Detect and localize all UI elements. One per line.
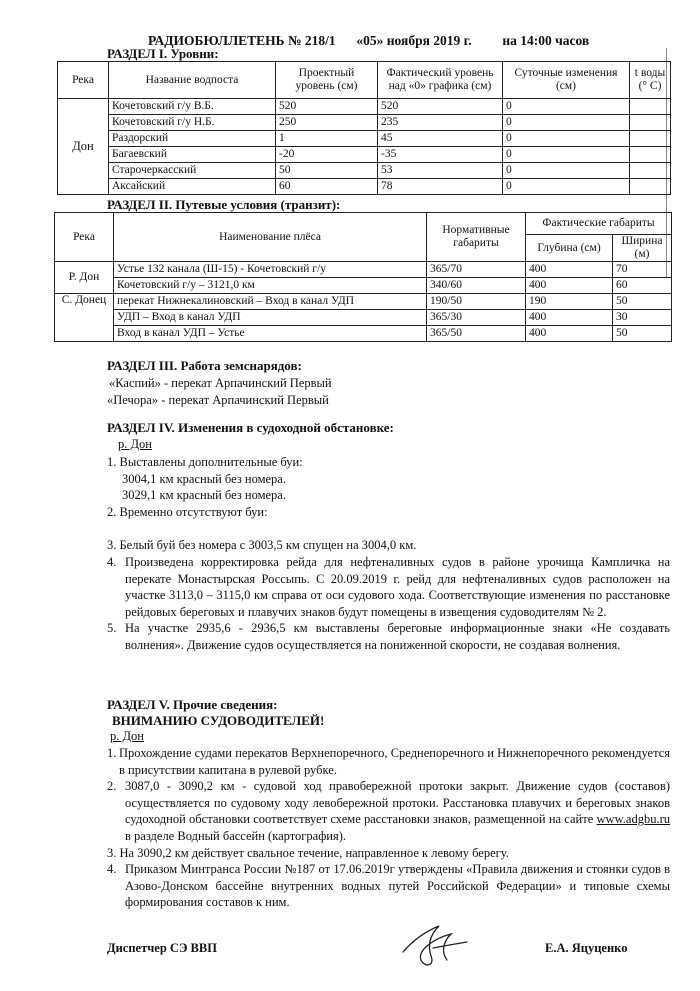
item-text: Приказом Минтранса России №187 от 17.06.2019г утверждены «Правила движения и стоянки судов в Азово-Донском бассейне внутренних водных путей Российской Федерации» и типовые схемы формирования составов к ним. [125, 862, 670, 910]
post-name: Кочетовский г/у Н.Б. [109, 115, 276, 131]
item-text-part: 3087,0 - 3090,2 км - судовой ход правобережной протоки закрыт. Движение судов (составов) осуществляется по судовому ходу левобережной протоки. Расстановка плавучих и береговых знаков судоходной обстановки соответствует схеме расстановки знаков, размещенной на сайте [125, 779, 670, 827]
signature-icon [395, 920, 475, 970]
depth: 400 [526, 278, 613, 294]
daily-change: 0 [503, 179, 630, 195]
daily-change: 0 [503, 131, 630, 147]
item-number: 1. [107, 746, 117, 760]
site-link[interactable]: www.adgbu.ru [596, 812, 670, 827]
fact-level: 235 [378, 115, 503, 131]
post-name: Старочеркасский [109, 163, 276, 179]
signer-name: Е.А. Яцуценко [545, 941, 628, 955]
water-temp [630, 115, 671, 131]
list-item [107, 745, 670, 778]
water-temp [630, 179, 671, 195]
reach-name: перекат Нижнекалиновский – Вход в канал УДП [114, 294, 427, 310]
table-row [58, 131, 671, 147]
reach-name: Вход в канал УДП – Устье [114, 326, 427, 342]
section3-title: РАЗДЕЛ III. Работа земснарядов: [107, 358, 302, 373]
table-row [58, 147, 671, 163]
fact-level: -35 [378, 147, 503, 163]
dispatcher-label: Диспетчер СЭ ВВП [107, 941, 217, 955]
list-item [107, 620, 670, 653]
section4-body [107, 454, 670, 654]
width: 60 [613, 278, 672, 294]
list-item: 1. Выставлены дополнительные буи: [107, 455, 303, 469]
norm-dims: 365/50 [427, 326, 526, 342]
buoy-line: 3004,1 км красный без номера. [122, 471, 286, 486]
transit-table [54, 212, 672, 342]
norm-dims: 365/30 [427, 310, 526, 326]
norm-dims: 340/60 [427, 278, 526, 294]
project-level: 1 [276, 131, 378, 147]
fact-level: 45 [378, 131, 503, 147]
list-item [107, 861, 670, 911]
width: 50 [613, 294, 672, 310]
river-label: р. Дон [110, 729, 144, 743]
table-row [55, 326, 672, 342]
fact-level: 53 [378, 163, 503, 179]
water-temp [630, 131, 671, 147]
section2-title: РАЗДЕЛ II. Путевые условия (транзит): [107, 197, 341, 212]
daily-change: 0 [503, 99, 630, 115]
daily-change: 0 [503, 147, 630, 163]
reach-name: Кочетовский г/у – 3121,0 км [114, 278, 427, 294]
section4-title: РАЗДЕЛ IV. Изменения в судоходной обстановке: [107, 420, 394, 435]
table-row [58, 179, 671, 195]
col-fact: Фактические габариты [526, 213, 672, 235]
depth: 400 [526, 326, 613, 342]
post-name: Аксайский [109, 179, 276, 195]
project-level: 520 [276, 99, 378, 115]
item-number: 4. [107, 554, 117, 569]
river-cell: Р. Дон [55, 262, 114, 294]
levels-table [57, 61, 671, 195]
dredger-line: «Печора» - перекат Арпачинский Первый [107, 392, 329, 407]
col-project-level: Проектный уровень (см) [276, 62, 378, 99]
post-name: Раздорский [109, 131, 276, 147]
project-level: 50 [276, 163, 378, 179]
buoy-line: 3029,1 км красный без номера. [122, 488, 286, 503]
daily-change: 0 [503, 163, 630, 179]
section5-title: РАЗДЕЛ V. Прочие сведения: [107, 697, 278, 712]
depth: 400 [526, 310, 613, 326]
fact-level: 520 [378, 99, 503, 115]
list-item: 2. Временно отсутствуют буи: [107, 504, 268, 519]
section5-body [107, 745, 670, 911]
col-river: Река [55, 213, 114, 262]
col-reach: Наименование плёса [114, 213, 427, 262]
section5-subtitle: ВНИМАНИЮ СУДОВОДИТЕЛЕЙ! [112, 713, 325, 728]
item-number: 4. [107, 862, 117, 877]
item-number: 5. [107, 621, 117, 636]
section1-title: РАЗДЕЛ I. Уровни: [107, 46, 219, 61]
post-name: Кочетовский г/у В.Б. [109, 99, 276, 115]
reach-name: Устье 132 канала (Ш-15) - Кочетовский г/у [114, 262, 427, 278]
norm-dims: 190/50 [427, 294, 526, 310]
width: 50 [613, 326, 672, 342]
bulletin-date: «05» ноября 2019 г. [356, 33, 472, 48]
list-item [107, 778, 670, 844]
project-level: 250 [276, 115, 378, 131]
table-row [55, 294, 672, 310]
table-row [55, 278, 672, 294]
post-name: Багаевский [109, 147, 276, 163]
width: 30 [613, 310, 672, 326]
list-item: 3. Белый буй без номера с 3003,5 км спущен на 3004,0 км. [107, 538, 417, 553]
col-daily-change: Суточные изменения (см) [503, 62, 630, 99]
river-cell: Дон [58, 99, 109, 195]
norm-dims: 365/70 [427, 262, 526, 278]
col-river: Река [58, 62, 109, 99]
col-norm: Нормативные габариты [427, 213, 526, 262]
list-item: 3. На 3090,2 км действует свальное течение, направленное к левому берегу. [107, 845, 509, 860]
project-level: -20 [276, 147, 378, 163]
item-text [125, 778, 670, 844]
depth: 400 [526, 262, 613, 278]
item-number: 2. [107, 779, 117, 794]
daily-change: 0 [503, 115, 630, 131]
col-depth: Глубина (см) [526, 235, 613, 262]
water-temp [630, 99, 671, 115]
width: 70 [613, 262, 672, 278]
col-post: Название водпоста [109, 62, 276, 99]
river-label: р. Дон [118, 437, 152, 451]
bulletin-title: РАДИОБЮЛЛЕТЕНЬ № 218/1 [148, 33, 336, 48]
table-row [58, 115, 671, 131]
bulletin-time: на 14:00 часов [502, 33, 590, 48]
col-width: Ширина (м) [613, 235, 672, 262]
table-row [55, 310, 672, 326]
item-text-part: в разделе Водный бассейн (картография). [125, 828, 347, 843]
dredger-line: «Каспий» - перекат Арпачинский Первый [109, 376, 332, 390]
list-item [107, 554, 670, 620]
item-text: Произведена корректировка рейда для нефтеналивных судов в районе урочища Кампличка на перекате Монастырская Россыпь. С 20.09.2019 г. рейд для нефтеналивных судов расположен на участке 3113,0 – 3115,0 км справа от оси судового хода. Соответствующие изменения по расстановке рейдовых береговых и плавучих знаков будут помещены в извещения судоводителям № 2. [125, 554, 670, 619]
reach-name: УДП – Вход в канал УДП [114, 310, 427, 326]
depth: 190 [526, 294, 613, 310]
fact-level: 78 [378, 179, 503, 195]
item-text: Прохождение судами перекатов Верхнепоречного, Среднепоречного и Нижнепоречного рекомендуется в присутствии капитана в рулевой рубке. [119, 746, 670, 777]
col-fact-level: Фактический уровень над «0» графика (см) [378, 62, 503, 99]
col-water-temp: t воды (° C) [630, 62, 671, 99]
river-cell: С. Донец [55, 294, 114, 342]
water-temp [630, 147, 671, 163]
table-row [55, 262, 672, 278]
table-row [58, 163, 671, 179]
water-temp [630, 163, 671, 179]
project-level: 60 [276, 179, 378, 195]
item-text: На участке 2935,6 - 2936,5 км выставлены береговые информационные знаки «Не создавать волнения». Движение судов осуществляется на пониженной скорости, не создавая волнения. [125, 621, 670, 652]
table-row [58, 99, 671, 115]
dredger-list [109, 375, 332, 408]
